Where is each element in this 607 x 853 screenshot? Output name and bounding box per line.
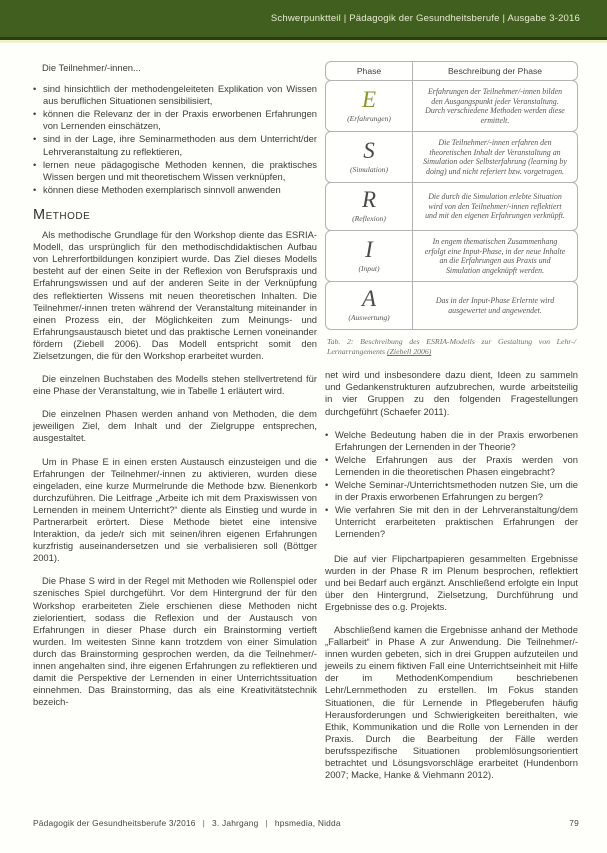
phase-letter: R: [361, 187, 377, 213]
list-item-text: Welche Seminar-/Unterrichtsmethoden nutzen Sie, um die in der Praxis erworbenen Erfahrungen zu bergen?: [335, 479, 578, 503]
body-paragraph: Um in Phase E in einen ersten Austausch einzusteigen und die Erfahrungen der Teilnehmer/-innen zu aktivieren, wurden diese eingeladen, eine kurze Murmelrunde die Methode bzw. Bienenkorb durchzuführen. Die Leitfrage „Arbeite ich mit dem Praxiswissen von Lernenden in meinem Unterricht?“ diente als Einstieg und wurde in Partnerarbeit erörtert. Diese Methode bietet eine intensive Interaktion, da jede/r sich mit seinen/ihren eigenen Erfahrungen kurzfristig auseinandersetzen und sie verbalisieren soll (Böttger 2001).: [33, 455, 317, 564]
left-paragraphs: [33, 229, 317, 708]
phase-cell: [326, 231, 412, 281]
bullet-icon: •: [33, 158, 37, 170]
article-body: [0, 43, 607, 792]
list-item: [325, 504, 578, 540]
bullet-icon: •: [33, 183, 37, 195]
footer-volume: 3. Jahrgang: [212, 818, 259, 828]
phase-description-text: Das in der Input-Phase Erlernte wird ausgewertet und angewendet.: [435, 296, 555, 315]
table-row: [325, 131, 578, 183]
footer-separator: |: [265, 818, 268, 828]
table-rows: [325, 80, 578, 330]
phase-cell: [326, 132, 412, 182]
body-paragraph: Als methodische Grundlage für den Workshop diente das ESRIA-Modell, das ursprünglich für den methodischdidaktischen Aufbau von Lehrerfortbildungen konzipiert wurde. Das Ziel dieses Modells besteht auf der einen Seite in der Reflexion von Berufspraxis und Erfahrungswissen und auf der anderen Seite in der Verknüpfung des reflektierten Wissens mit neuen theoretischen Inhalten. Die Teilnehmer/-innen treten während der Veranstaltung miteinander in einen Prozess ein, der Möglichkeiten zum Meinungs- und Erfahrungsaustausch bietet und das praktische Lernen voneinander fördern (Ziebell 2006). Das Modell entspricht somit den Zielsetzungen, die für den Workshop erarbeitet wurden.: [33, 229, 317, 361]
table-row: [325, 230, 578, 282]
table-row: [325, 80, 578, 132]
top-banner: [0, 0, 607, 37]
bullet-icon: •: [33, 133, 37, 145]
phase-letter: S: [363, 137, 375, 163]
list-item-text: Welche Erfahrungen aus der Praxis werden von Lernenden in die theoretischen Phasen eingebracht?: [335, 453, 578, 477]
list-item: [33, 159, 317, 183]
bullet-icon: •: [325, 504, 329, 516]
phase-description-text: Erfahrungen der Teilnehmer/-innen bilden den Ausgangspunkt jeder Veranstaltung. Durch verschiedene Methoden werden diese ermittelt.: [425, 87, 565, 125]
bullet-icon: •: [33, 108, 37, 120]
phase-letter: I: [365, 236, 373, 262]
body-paragraph: Die Phase S wird in der Regel mit Methoden wie Rollenspiel oder szenisches Spiel durchgeführt. Vor dem Hintergrund der für den Workshop erarbeiteten Ziele erschienen diese Methoden nicht zielorientiert, sodass die Reflexion und der Austausch von Erfahrungen in dieser Phase durch ein Brainstorming vertieft wurden. Im weitesten Sinne kann trotzdem von einer Simulation durch das Brainstorming gesprochen werden, da die Teilnehmer/-innen angehalten sind, ihre eigenen Erfahrungen zu reflektieren und damit die Perspektive der Lernenden in einer Unterrichtssituation einnehmen. Das Brainstorming, das als eine Kreativitätstechnik bezeich-: [33, 575, 317, 708]
phase-name: (Erfahrungen): [347, 113, 391, 123]
left-bullet-list: [33, 83, 317, 196]
phase-name: (Simulation): [350, 164, 388, 174]
continuation-paragraph: net wird und insbesondere dazu dient, Ideen zu sammeln und Gedankenstrukturen aufzubrechen, wurde arbeitsteilig in vier Gruppen zu den folgenden Fragestellungen durchgeführt (Schaefer 2011).: [325, 369, 578, 417]
table-row: [325, 182, 578, 231]
footer-publisher: hpsmedia, Nidda: [274, 818, 341, 828]
phase-description-text: Die durch die Simulation erlebte Situation wird von den Teilnehmer/-innen reflektiert und mit den eigenen Erfahrungen verknüpft.: [425, 192, 565, 221]
footer-separator: |: [202, 818, 206, 828]
footer-citation: [33, 818, 341, 828]
table-caption-reference: (Ziebell 2006): [387, 347, 432, 357]
phase-cell: [326, 183, 412, 230]
journal-header-title: Schwerpunktteil | Pädagogik der Gesundheitsberufe | Ausgabe 3-2016: [270, 13, 580, 24]
bullet-icon: •: [325, 453, 329, 465]
list-item: [325, 429, 578, 453]
list-item-text: können diese Methoden exemplarisch sinnvoll anwenden: [43, 183, 281, 195]
phase-description-cell: [412, 231, 577, 281]
table-row: [325, 281, 578, 330]
table-header-phase: Phase: [356, 66, 382, 76]
list-item: [33, 108, 317, 132]
phase-cell: [326, 282, 412, 329]
bullet-icon: •: [33, 83, 37, 95]
left-column: [33, 59, 317, 792]
page-number: 79: [569, 818, 579, 828]
right-bullet-list: [325, 429, 578, 541]
list-item: [325, 454, 578, 478]
phase-name: (Auswertung): [348, 313, 390, 323]
bullet-icon: •: [325, 479, 329, 491]
esria-phase-table: [325, 61, 578, 330]
phase-description-text: Die Teilnehmer/-innen erfahren den theoretischen Inhalt der Veranstaltung an Simulation oder Selbsterfahrung (learning by doing) und nicht referiert bzw. vorgetragen.: [423, 138, 567, 176]
list-item: [33, 83, 317, 107]
table-caption: [327, 337, 576, 357]
list-item-text: Welche Bedeutung haben die in der Praxis erworbenen Erfahrungen der Lernenden in der Theorie?: [335, 428, 578, 452]
phase-letter: E: [361, 86, 377, 112]
phase-cell: [326, 81, 412, 131]
list-item-text: können die Relevanz der in der Praxis erworbenen Erfahrungen von Lernenden einschätzen,: [43, 108, 317, 132]
phase-name: (Input): [358, 263, 380, 273]
section-heading-methode: Methode: [33, 206, 91, 223]
list-item-text: lernen neue pädagogische Methoden kennen, die praktisches Wissen bergen und mit theoretischem Wissen verknüpfen,: [43, 158, 317, 182]
footer-journal: Pädagogik der Gesundheitsberufe 3/2016: [33, 818, 196, 828]
page-footer: [33, 818, 579, 828]
body-paragraph: Abschließend kamen die Ergebnisse anhand der Methode „Fallarbeit“ in Phase A zur Anwendung. Die Teilnehmer/-innen wurden gebeten, sich in drei Gruppen aufzuteilen und jeweils zu einem fiktiven Fall eine Unterrichtseinheit mit Hilfe der im MethodenKompendium beschriebenen Lehr/Lernmethoden zu erstellen. Im Fokus standen Situationen, die für Lernende in Pflegeberufen häufig Herausforderungen und Schwierigkeiten bereithalten, wie Ethik, Kommunikation und die Rolle von Lernenden in der Praxis. Durch die Bearbeitung der Fälle werden berufsspezifische Situationen problemlösungsorientiert betrachtet und Lösungsvorschläge erarbeitet (Hundenborn 2007; Macke, Hanke & Viehmann 2012).: [325, 623, 578, 781]
phase-description-cell: [412, 132, 577, 182]
learning-goals-intro: Die Teilnehmer/-innen...: [42, 62, 141, 73]
right-paragraphs: [325, 553, 578, 782]
right-column: [325, 59, 578, 792]
list-item: [325, 479, 578, 503]
table-header-description: Beschreibung der Phase: [412, 62, 577, 80]
list-item-text: Wie verfahren Sie mit den in der Lehrveranstaltung/dem Unterricht erarbeiteten praktischen Erfahrungen der Lernenden?: [335, 504, 578, 540]
bullet-icon: •: [325, 428, 329, 440]
list-item-text: sind in der Lage, ihre Seminarmethoden aus dem Unterricht/der Lehrveranstaltung zu reflektieren,: [43, 133, 317, 157]
table-header-row: [325, 61, 578, 81]
body-paragraph: Die einzelnen Buchstaben des Modells stehen stellvertretend für eine Phase der Veranstaltung, wie in Tabelle 1 erläutert wird.: [33, 373, 317, 397]
table-caption-text: Tab. 2: Beschreibung des ESRIA-Modells zur Gestaltung von Lehr-/ Lernarrangements: [327, 337, 576, 357]
list-item: [33, 133, 317, 157]
phase-name: (Reflexion): [352, 214, 386, 224]
body-paragraph: Die einzelnen Phasen werden anhand von Methoden, die dem jeweiligen Ziel, dem Inhalt und der Zielgruppe entsprechen, ausgestaltet.: [33, 408, 317, 444]
phase-letter: A: [361, 286, 377, 312]
phase-description-text: In engem thematischen Zusammenhang erfolgt eine Input-Phase, in der neue Inhalte an die Erfahrungen aus Praxis und Simulation angeknüpft werden.: [424, 237, 566, 275]
phase-description-cell: [412, 183, 577, 230]
body-paragraph: Die auf vier Flipchartpapieren gesammelten Ergebnisse wurden in der Phase R im Plenum besprochen, reflektiert und bei Bedarf auch ergänzt. Anschließend erfolgte ein Input über den Hintergrund, Zielsetzung, Durchführung und Ergebnisse des o.g. Projekts.: [325, 552, 578, 612]
list-item: [33, 184, 317, 196]
list-item-text: sind hinsichtlich der methodengeleiteten Explikation von Wissen aus beruflichen Situationen sensibilisiert,: [43, 83, 317, 107]
phase-description-cell: [412, 282, 577, 329]
phase-description-cell: [412, 81, 577, 131]
